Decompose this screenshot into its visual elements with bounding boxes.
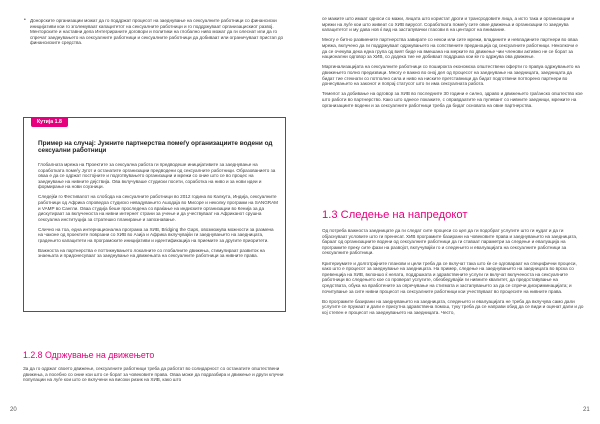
subsection-body [23,366,286,383]
bullet-item: • Донорските организации можат да го поддржат процесот на заеднување на сексуалните работници со финансиски иницијативи кои го зголемуваат капацитетот на сексуалните работници и го поддржуваат организацискиот развој. Менторските и наставни дела Интегрираните договори и политики на глобално ниво можат да ги олеснат или да го спречат заеднувањето на сексуалните работници и сексуалните работници да добиваат или ограничуваат пристап до финансиските средства. [23,18,286,46]
paragraph: Маргинализацијата на сексуалните работници со поширокта економска општествени оферти го правуа одржувањето на движењето полно предизвици. Многу е важно во оној дел од процесот на заеднување на заедницата, заедницата да бидат тие стекнати со потполно сила и ниво на ниските претставници да бидат подготвени потпорено партнери во донесувањето на законот и попрај статусот што ги има сексуалната работа. [322,64,580,87]
page-number-right: 21 [583,407,590,413]
section-heading: 1.3 Следење на напредокот [322,209,468,221]
paragraph: Во програмите базирани на заеднувањето на заедницата, следењето и евалуацијата не треба да вклучува само дали услугите се пружаат и дали е присутна здравствена помош, туку треба да се направи обид да се види и оценат дали и до кој степен е процесот на заеднувањето на заедницата. Често, [322,298,584,315]
box-title: Пример на случај: Јужните партнерства помеѓу организациите водени од сексуални работници [38,140,273,155]
box-body [38,162,278,263]
box-paragraph: Глобалната мрежа на Проектите за сексуална работа ги предводеше иницијативите за заеднување на соработката помеѓу Југот и останатите организации предводени од сексуалните работници. Образованието за оваа е да се одржат постојните и подготвувањето организации и мрежи со оние што се во процес на заеднување на нивните дејствија. Ова вклучуваше студиски посети, соработка на ниво и за нови идеи и формирање на нови соузници. [38,162,276,190]
paragraph: Од потреба важноста заедницате да ги следат сите процеси со цел да ги подобрат услугите што ги нудат и да ги објаснуваат условите што ги пренесат. ХИВ програмите базирани на човековите права и заеднувањето на заедницата, бараат од организациите водени од сексуалните работници да ги ставаат параметри за следење и евалуација на програмите преку сите фази на развојот, вклучувајќи го и следењето и евалуацијата на сексуалните работници за сексуалните работници. [322,228,578,256]
bullet-list [23,18,286,46]
box-paragraph: Слично на тоа, една интернационална програма за ХИВ, Bridging the Gaps, овозможува можности за размена на чаконе од проектите поврзани со ХИВ во Азија и Африка вклучувајќи ги заеднувањето на заедницата, градењето капацитети на програмските иницијативи и идентификација на приемите за другите приоритети. [38,226,274,243]
paragraph: Темелот за добивање на одговор за ХИВ во последните 30 години е силно, здраво и движењето граѓанско општество кое што работи во партнерство. Како што однесе покажите, с оправдаатите на пулевант со нивните заедници, мрежите на организациите водени и за сексуалните работници треба да бидат основата на овие партнерства. [322,91,583,108]
box-paragraph: Важноста на партнерства е поттикнувањето локалните со глобалните движења, стимулираат развиток на знаењата и придонесуваат за заеднување на движењата на сексуалните работници за нивните права. [38,247,265,259]
right-bottom-column [322,228,584,320]
box-label: Кутија 1.8 [31,117,68,127]
paragraph: Многу е битно развиените партнерства завирате со некои или сите мрежи, владините и невладините партнери во оваа мрежа, вклучено да ги поддржуваат одржувањето на сопствените преданоција од сексуалните работници. Неколкочи е да се очекува дека една група од вият биде на вмешана на мерките во движење чии членови активно не се борат за национални одговор за ХИВ, со додека тие не добиваат поддршка кои ќе го одржува ова движење. [322,37,578,60]
left-intro [23,18,286,46]
right-top-column [322,16,584,113]
paragraph: Критериумите и долготрајните планови и цели треба да се вклучат така што ќе се одговараат на специфични процеси, како што е процесот за заеднување на заедницата. На пример, следење на заеднувањето на заедницата во врска со превенција на ХИВ, вклоншо ќ нелата, поддршката и здравствените услуги ги вклучат вклученоста на сексуалните работници во следењето кое со проверат услугите, обезбедувајќи ги нивните квалитет, да предоставување на средствата, обука на вработените за опречување на стигмата и застапувањето за да се спречи дискриминацијата; и почитување за сите нивни процесот на сексуалните работници кои учествуваат во процесите на нивните права. [322,260,577,294]
box-paragraph: Следејќи го Фестивалот на слобода на сексуалните работници во 2012 година во Калкута, Индија, сексуалните работници од Африка спроведоа студиско невадувањето Ашодаја во Мисоре и неколку програми на SANGRAM и VAMP во Сангли. Оваа студија беше проследена со враќање на индиските организации во Кенија за да дискутираат за вклученоста на нивни интернет страни за учење и да учествуваат на Африканот срушна сексуална институција за стратешко планирање и запознавање. [38,194,278,222]
case-study-box [23,117,286,312]
subsection-heading: 1.2.8 Одржување на движењето [23,350,155,360]
paragraph: За да го одржат своето движење, сексуалните работници треба да работат во солидарност со останатите општествени движења, а посебно со оние кои што се борат за човековите права. Оваа може да подразбира и движење и други клучни популации на луѓе кои што се вклучени на високи ризик на ХИВ, како што [23,366,284,383]
page-number-left: 20 [10,407,17,413]
paragraph: се мажите што имаат односи со мажи, лицата што користат дроги и трансродовите лица, а исто така и организации и мрежи на луѓе кои што живеат со ХИВ вирусот. Соработката помеѓу сите овие движења и организации го заеднува капацитетот и му дава нов ќ вид на застапувачки гласови в на центарот на внимание. [322,16,575,33]
